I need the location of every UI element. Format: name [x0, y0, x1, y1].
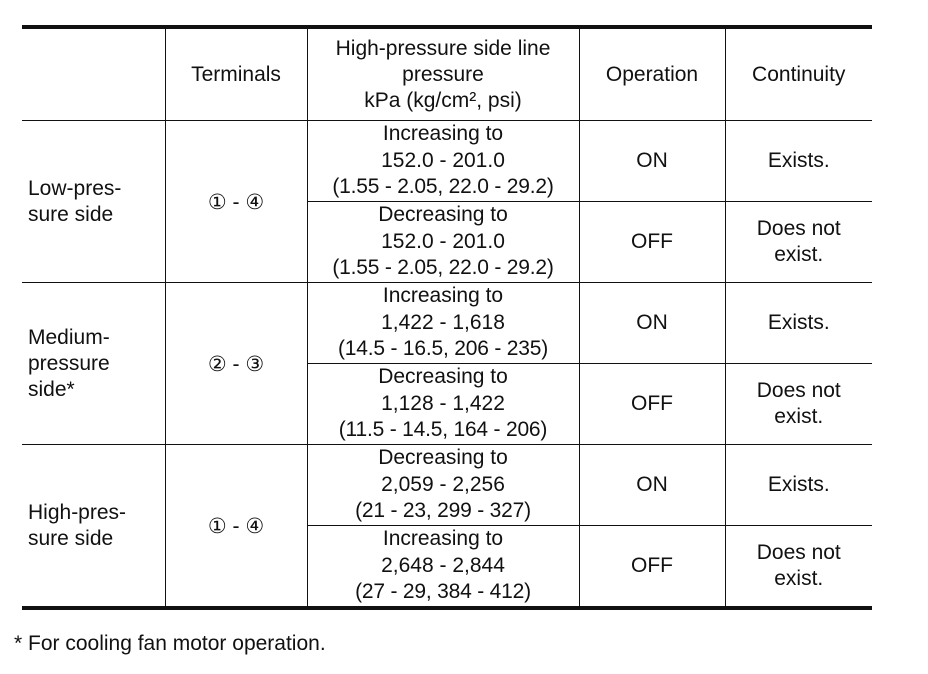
side-label-cell	[22, 121, 165, 283]
pressure-cell	[307, 445, 579, 526]
table-row	[22, 121, 872, 202]
terminals-cell: ① - ④	[165, 121, 307, 283]
continuity-line: Does not	[756, 379, 841, 402]
pressure-cell	[307, 121, 579, 202]
header-pressure-units: kPa (kg/cm², psi)	[364, 88, 522, 112]
side-label-line: side*	[28, 377, 75, 401]
pressure-line: Decreasing to	[378, 446, 508, 470]
continuity-line: Exists.	[767, 473, 830, 496]
pressure-cell	[307, 364, 579, 445]
operation-cell: ON	[579, 445, 725, 526]
table-header-row	[22, 27, 872, 121]
footnote: * For cooling fan motor operation.	[14, 632, 326, 655]
side-label-cell	[22, 283, 165, 445]
side-label-cell	[22, 445, 165, 609]
operation-cell: ON	[579, 283, 725, 364]
continuity-cell	[725, 364, 872, 445]
table-row	[22, 283, 872, 364]
pressure-line: (11.5 - 14.5, 164 - 206)	[338, 418, 548, 442]
header-pressure	[307, 27, 579, 121]
continuity-cell	[725, 526, 872, 609]
pressure-cell	[307, 202, 579, 283]
continuity-line: exist.	[774, 243, 824, 266]
side-label-line: Medium-	[28, 325, 110, 349]
continuity-line: Exists.	[767, 311, 830, 334]
continuity-line: Exists.	[767, 149, 830, 172]
continuity-line: exist.	[774, 405, 824, 428]
table-body	[22, 121, 872, 609]
header-side	[22, 27, 165, 121]
side-label-line: sure side	[28, 202, 114, 226]
pressure-line: Increasing to	[382, 527, 504, 551]
operation-cell: OFF	[579, 364, 725, 445]
header-pressure-line: High-pressure side line	[335, 36, 551, 60]
pressure-line: (21 - 23, 299 - 327)	[355, 499, 531, 523]
pressure-line: 1,128 - 1,422	[381, 391, 505, 415]
pressure-line: (14.5 - 16.5, 206 - 235)	[338, 337, 548, 361]
pressure-line: Increasing to	[382, 122, 504, 146]
pressure-switch-spec-table	[22, 25, 872, 610]
pressure-line: 1,422 - 1,618	[381, 310, 505, 334]
continuity-line: exist.	[774, 567, 824, 590]
side-label-line: sure side	[28, 526, 114, 550]
header-pressure-line: pressure	[402, 62, 484, 86]
continuity-line: Does not	[756, 217, 841, 240]
pressure-line: (1.55 - 2.05, 22.0 - 29.2)	[332, 256, 554, 280]
header-operation: Operation	[579, 27, 725, 121]
continuity-cell	[725, 445, 872, 526]
operation-cell: OFF	[579, 202, 725, 283]
pressure-line: Decreasing to	[378, 365, 508, 389]
continuity-line: Does not	[756, 541, 841, 564]
pressure-cell	[307, 526, 579, 609]
pressure-line: 152.0 - 201.0	[381, 229, 505, 253]
continuity-cell	[725, 283, 872, 364]
pressure-line: (1.55 - 2.05, 22.0 - 29.2)	[332, 175, 554, 199]
header-terminals: Terminals	[165, 27, 307, 121]
side-label-line: High-pres-	[28, 500, 127, 524]
continuity-cell	[725, 121, 872, 202]
operation-cell: ON	[579, 121, 725, 202]
pressure-line: Decreasing to	[378, 203, 508, 227]
terminals-cell: ② - ③	[165, 283, 307, 445]
pressure-line: 2,648 - 2,844	[381, 553, 505, 577]
header-continuity: Continuity	[725, 27, 872, 121]
pressure-line: 152.0 - 201.0	[381, 148, 505, 172]
pressure-line: (27 - 29, 384 - 412)	[355, 580, 531, 604]
operation-cell: OFF	[579, 526, 725, 609]
terminals-cell: ① - ④	[165, 445, 307, 609]
pressure-line: Increasing to	[382, 284, 504, 308]
side-label-line: Low-pres-	[28, 176, 122, 200]
continuity-cell	[725, 202, 872, 283]
side-label-line: pressure	[28, 351, 110, 375]
pressure-line: 2,059 - 2,256	[381, 472, 505, 496]
table-row	[22, 445, 872, 526]
pressure-cell	[307, 283, 579, 364]
